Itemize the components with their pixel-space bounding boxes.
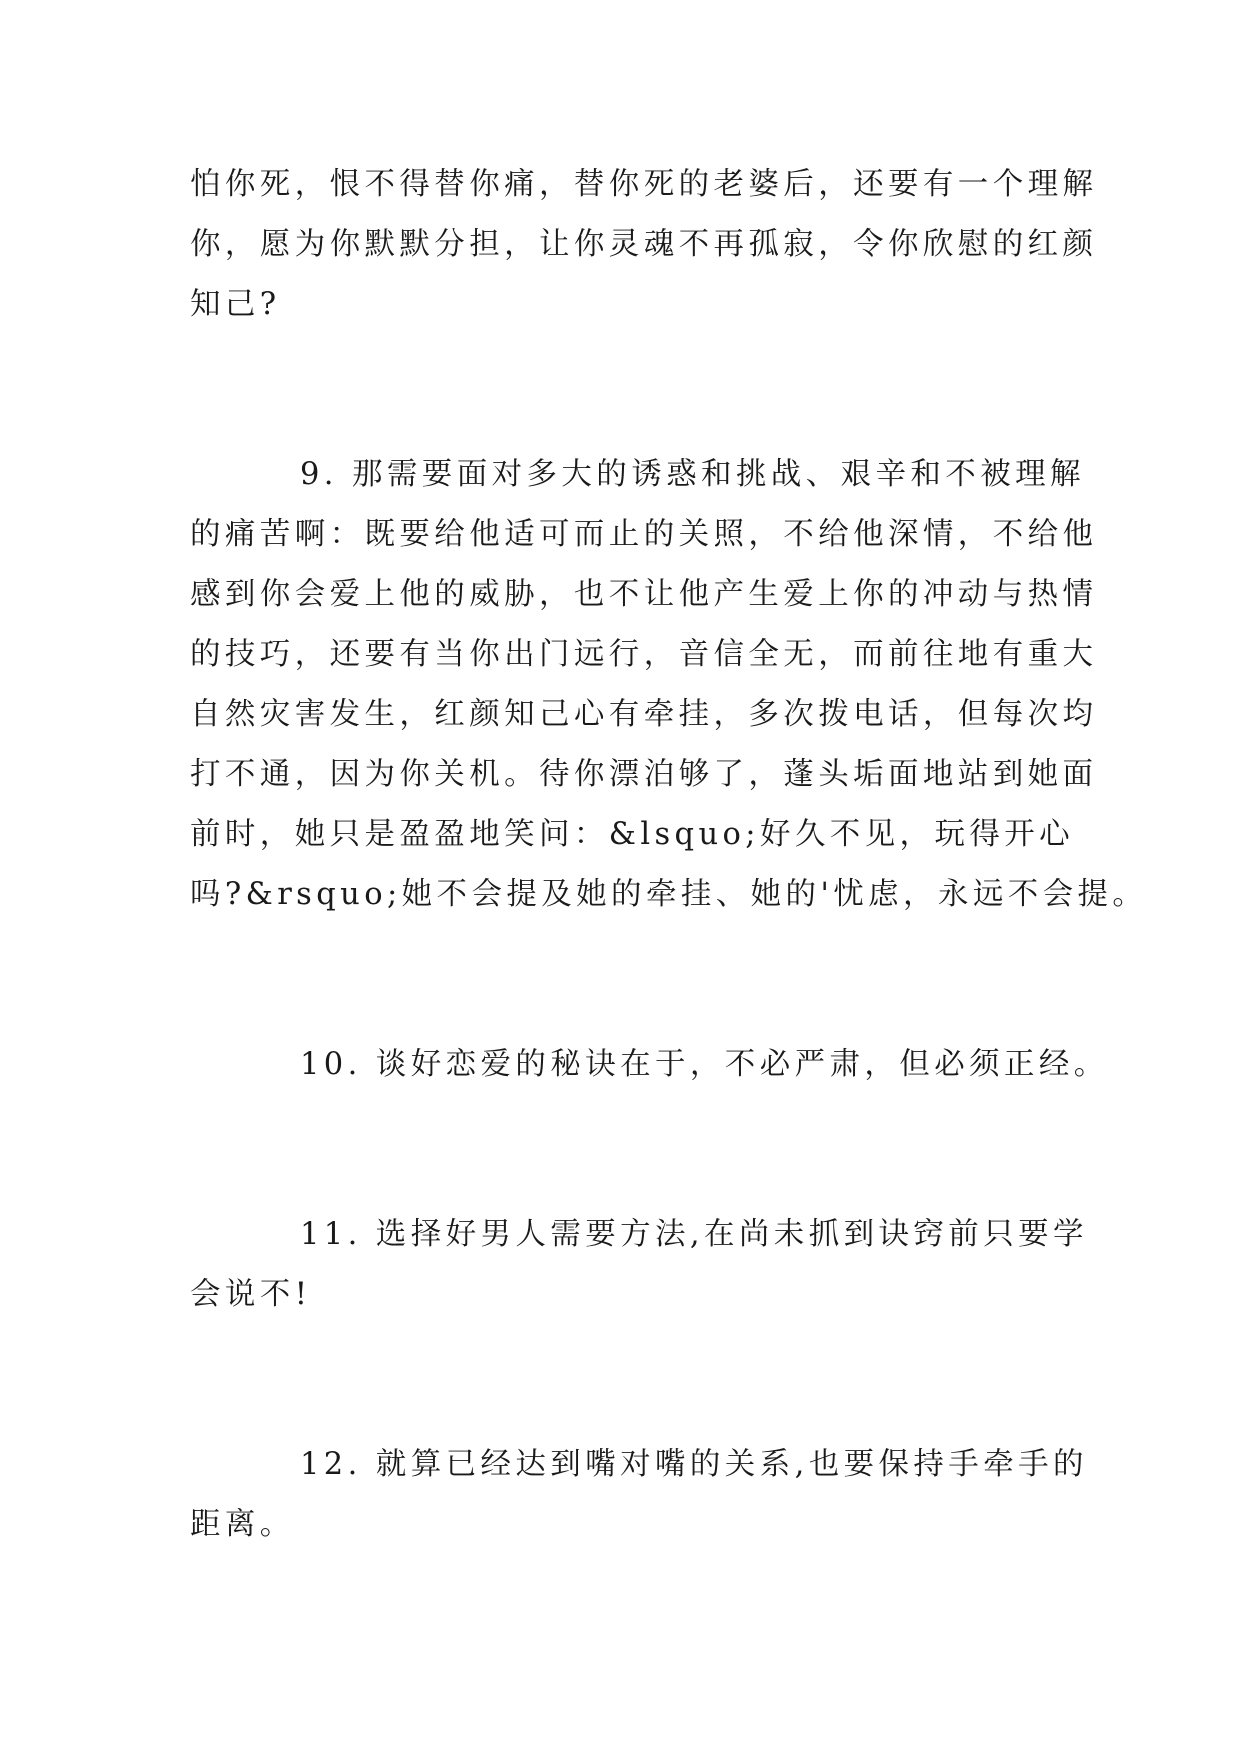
paragraph-11-line-1: 11. 选择好男人需要方法,在尚未抓到诀窍前只要学 — [300, 1217, 1088, 1252]
paragraph-12-line-1: 12. 就算已经达到嘴对嘴的关系,也要保持手牵手的 — [300, 1447, 1088, 1482]
paragraph-continued-line-3: 知己? — [190, 287, 281, 322]
paragraph-continued-line-2: 你，愿为你默默分担，让你灵魂不再孤寂，令你欣慰的红颜 — [190, 227, 1098, 262]
paragraph-12-line-2: 距离。 — [190, 1507, 295, 1542]
paragraph-9-line-6: 打不通，因为你关机。待你漂泊够了，蓬头垢面地站到她面 — [190, 757, 1098, 792]
paragraph-9-line-7: 前时，她只是盈盈地笑问：&lsquo;好久不见，玩得开心 — [190, 817, 1075, 852]
paragraph-9-line-8: 吗?&rsquo;她不会提及她的牵挂、她的'忧虑，永远不会提。 — [190, 877, 1148, 912]
paragraph-9-line-5: 自然灾害发生，红颜知己心有牵挂，多次拨电话，但每次均 — [190, 697, 1098, 732]
paragraph-11-line-2: 会说不! — [190, 1277, 312, 1312]
paragraph-10-line-1: 10. 谈好恋爱的秘诀在于，不必严肃，但必须正经。 — [300, 1047, 1109, 1082]
paragraph-continued-line-1: 怕你死，恨不得替你痛，替你死的老婆后，还要有一个理解 — [190, 167, 1098, 202]
paragraph-9-line-3: 感到你会爱上他的威胁，也不让他产生爱上你的冲动与热情 — [190, 577, 1098, 612]
paragraph-9-line-1: 9. 那需要面对多大的诱惑和挑战、艰辛和不被理解 — [300, 457, 1085, 492]
paragraph-9-line-4: 的技巧，还要有当你出门远行，音信全无，而前往地有重大 — [190, 637, 1098, 672]
paragraph-9-line-2: 的痛苦啊：既要给他适可而止的关照，不给他深情，不给他 — [190, 517, 1098, 552]
